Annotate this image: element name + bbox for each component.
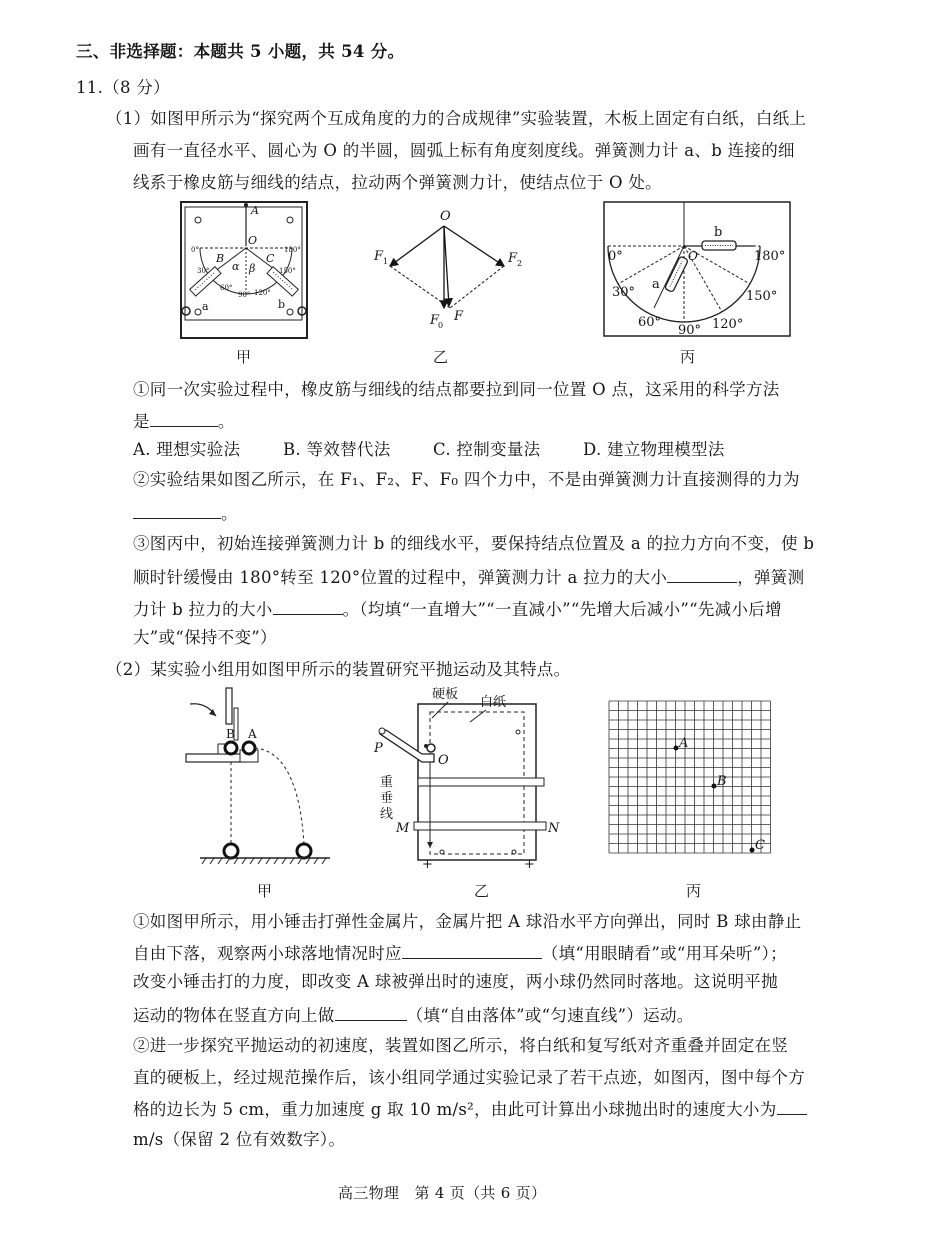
p2-q2-line4: m/s（保留 2 位有效数字）。 [133,1130,346,1149]
p2-q2-line1: ②进一步探究平抛运动的初速度，装置如图乙所示，将白纸和复写纸对齐重叠并固定在竖 [133,1036,789,1055]
jia-label-alpha: α [232,260,240,273]
part1-intro-line3: 线系于橡皮筋与细线的结点，拉动两个弹簧测力计，使结点位于 O 处。 [133,173,662,192]
p2-q1-answer-blank-2[interactable] [335,1002,407,1021]
p1-option-A: A. 理想实验法 [133,440,241,459]
jia-label-beta: β [249,262,256,275]
svg-text:+: + [524,857,535,872]
trace-point-B [712,784,717,789]
fig2-bing-A: A [679,736,689,751]
jia-deg180: 180° [284,246,301,254]
fig2-bing-B: B [717,774,727,789]
jia-label-C: C [266,252,275,265]
bing-label-O: O [688,249,698,263]
p1-q3-line3: 力计 b 拉力的大小 。（均填“一直增大”“一直减小”“先增大后减小”“先减小后增 [133,596,782,622]
bing-deg60: 60° [638,315,662,330]
fig2-jia-label-B: B [226,727,235,741]
figure-trajectory-grid [605,697,781,865]
grid-lines [609,701,771,853]
fig2-yi-plumb2: 垂 [380,791,394,806]
fig2-yi-N: N [548,821,560,836]
p1-q3-answer-blank-b[interactable] [273,596,343,615]
p1-q1-line2: 是 。 [133,408,235,434]
fig2-yi-plumb1: 重 [380,775,394,790]
part1-intro-line1: （1）如图甲所示为“探究两个互成角度的力的合成规律”实验装置，木板上固定有白纸，白纸上 [106,109,807,128]
fig2-yi-P: P [374,741,383,756]
bing-label-a: a [652,277,660,292]
p1-option-D: D. 建立物理模型法 [583,440,725,459]
p2-q1-line2: 自由下落，观察两小球落地情况时应 （填“用眼睛看”或“用耳朵听”）； [133,940,787,966]
jia-deg150: 150° [279,267,296,275]
bing-deg150: 150° [746,289,778,304]
p2-q1-line1: ①如图甲所示，用小锤击打弹性金属片，金属片把 A 球沿水平方向弹出，同时 B 球由静止 [133,912,802,931]
figure2-jia-caption: 甲 [257,882,273,900]
fig2-bing-C: C [755,838,765,853]
jia-deg60: 60° [220,284,233,292]
fig2-jia-label-A: A [248,727,257,741]
figure1-yi-caption: 乙 [433,348,449,366]
yi-label-F0-sub: 0 [438,321,444,330]
bing-deg30: 30° [612,285,636,300]
bing-deg0: 0° [608,249,623,264]
p2-q1-line4: 运动的物体在竖直方向上做 （填“自由落体”或“匀速直线”）运动。 [133,1002,694,1028]
bing-deg180: 180° [754,249,786,264]
figure-projectile-apparatus [180,688,330,868]
bing-deg120: 120° [712,317,744,332]
jia-label-b: b [278,298,286,311]
figure-force-board [178,200,310,342]
figure-hardboard-setup [362,687,562,872]
yi-label-O: O [440,209,451,224]
p1-q2-line2: 。 [133,500,238,526]
figure1-jia-caption: 甲 [236,348,252,366]
svg-text:+: + [422,857,433,872]
part1-intro-line2: 画有一直径水平、圆心为 O 的半圆，圆弧上标有角度刻度线。弹簧测力计 a、b 连接的细 [133,141,795,160]
p2-q2-line2: 直的硬板上，经过规范操作后，该小组同学通过实验记录了若干点迹，如图丙，图中每个方 [133,1068,805,1087]
figure-force-diagram [372,208,532,338]
yi-label-F: F [454,309,464,324]
bing-label-b: b [714,225,723,240]
figure2-yi-caption: 乙 [474,882,490,900]
p2-q2-answer-blank[interactable] [777,1096,807,1115]
jia-deg120: 120° [254,289,271,297]
p1-q3-answer-blank-a[interactable] [667,564,737,583]
trace-point-A [674,746,679,751]
p1-q3-line4: 大”或“保持不变”） [133,628,277,647]
fig2-yi-M: M [396,821,410,836]
jia-deg0: 0° [191,246,199,254]
section-header: 三、非选择题：本题共 5 小题，共 54 分。 [76,42,405,61]
trace-point-C [750,848,755,853]
figure-rotation-setup [602,200,792,340]
jia-label-A: A [251,204,259,217]
jia-deg30: 30° [197,267,210,275]
p2-q1-line3: 改变小锤击打的力度，即改变 A 球被弹出时的速度，两小球仍然同时落地。这说明平抛 [133,972,778,991]
p1-q2-answer-blank[interactable] [133,500,221,519]
figure2-bing-caption: 丙 [686,882,702,900]
p1-option-C: C. 控制变量法 [433,440,541,459]
fig2-yi-hardboard: 硬板 [432,687,459,702]
yi-label-F0: F [430,313,440,328]
figure1-bing-caption: 丙 [680,348,696,366]
jia-label-a: a [202,300,209,313]
fig2-yi-paper: 白纸 [480,695,507,710]
jia-label-O: O [248,234,258,247]
p2-q1-answer-blank[interactable] [402,940,542,959]
jia-deg90: 90° [238,291,251,299]
p1-q3-line2: 顺时针缓慢由 180°转至 120°位置的过程中，弹簧测力计 a 拉力的大小 ，弹簧测 [133,564,804,590]
part2-intro: （2）某实验小组用如图甲所示的装置研究平抛运动及其特点。 [106,660,571,679]
question-number: 11.（8 分） [76,78,170,97]
p1-q2-line1: ②实验结果如图乙所示，在 F₁、F₂、F、F₀ 四个力中，不是由弹簧测力计直接测得的力为 [133,470,800,489]
p1-q1-line1: ①同一次实验过程中，橡皮筋与细线的结点都要拉到同一位置 O 点，这采用的科学方法 [133,380,780,399]
p1-q1-answer-blank[interactable] [150,408,218,427]
fig2-yi-O: O [438,753,449,768]
fig2-yi-plumb3: 线 [380,807,394,822]
yi-label-F1: F [374,249,384,264]
jia-label-B: B [216,252,225,265]
p1-q3-line1: ③图丙中，初始连接弹簧测力计 b 的细线水平，要保持结点位置及 a 的拉力方向不变，使 b [133,534,815,553]
bing-deg90: 90° [678,323,702,338]
yi-label-F2-sub: 2 [517,259,523,268]
page-footer: 高三物理 第 4 页（共 6 页） [338,1184,547,1202]
p1-option-B: B. 等效替代法 [283,440,391,459]
yi-label-F1-sub: 1 [383,257,389,266]
yi-label-F2: F [508,251,518,266]
p2-q2-line3: 格的边长为 5 cm，重力加速度 g 取 10 m/s²，由此可计算出小球抛出时的速度大小为 [133,1096,807,1122]
